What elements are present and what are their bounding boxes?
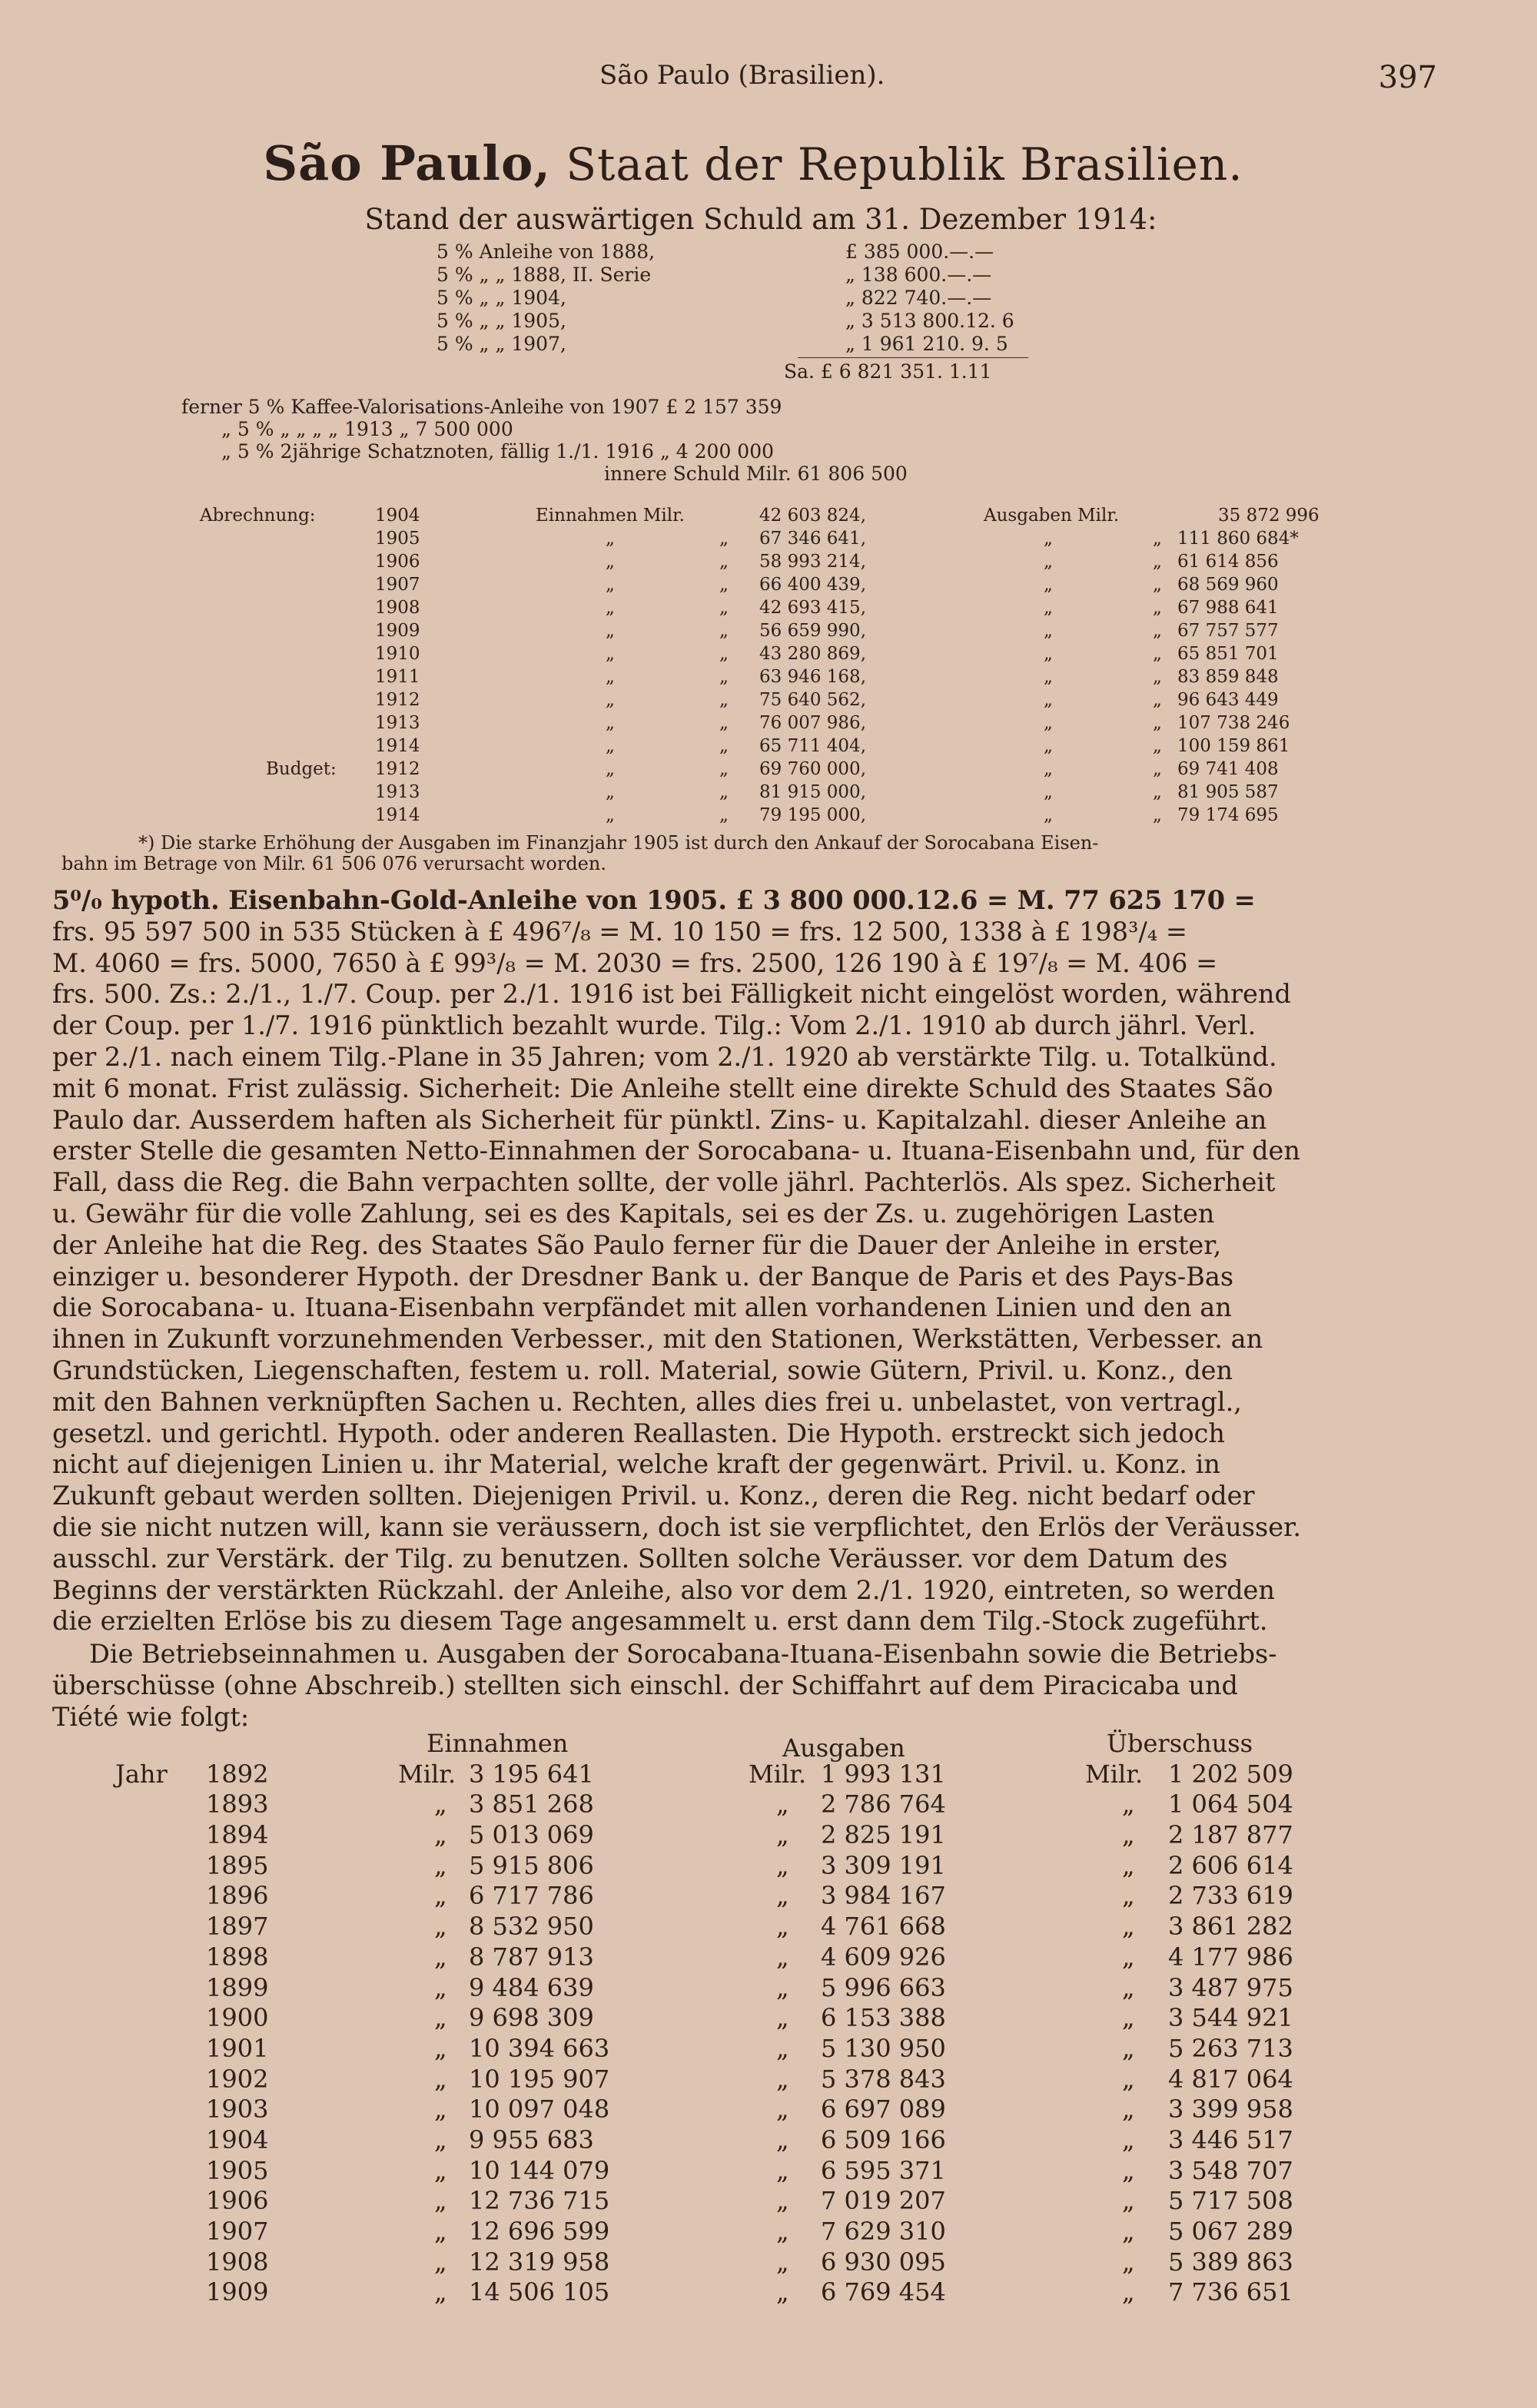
text-line: 5⁰/₀ hypoth. Eisenbahn-Gold-Anleihe von 1905. £ 3 800 000.12.6 = M. 77 625 170 = <box>52 885 1256 915</box>
ditto-mark: „ <box>1122 2186 1135 2216</box>
ditto-mark: „ <box>1122 2095 1135 2124</box>
einnahmen-cell: 10 394 663 <box>469 2033 610 2063</box>
ausgaben-cell: 6 509 166 <box>821 2124 946 2154</box>
einnahmen-cell: 43 280 869, <box>759 644 866 664</box>
ditto-mark: „ <box>719 805 729 825</box>
einnahmen-cell: 8 787 913 <box>469 1942 594 1972</box>
ausgaben-cell: 61 614 856 <box>1177 552 1279 572</box>
ditto-mark: „ <box>1044 598 1053 618</box>
ditto-mark: „ <box>606 552 615 572</box>
ditto-mark: „ <box>434 2217 447 2246</box>
ditto-mark: „ <box>719 552 729 572</box>
text-line: Zukunft gebaut werden sollten. Diejenigen Privil. u. Konz., deren die Reg. nicht bedarf oder <box>52 1481 1255 1511</box>
ditto-mark: „ <box>776 2064 789 2094</box>
einnahmen-cell: 56 659 990, <box>759 621 866 641</box>
ausgaben-cell: 6 769 454 <box>821 2277 946 2307</box>
text-line: der Anleihe hat die Reg. des Staates São Paulo ferner für die Dauer der Anleihe in erster, <box>52 1229 1222 1260</box>
ausgaben-cell: 96 643 449 <box>1177 690 1279 710</box>
ditto-mark: „ <box>1044 552 1053 572</box>
ditto-mark: „ <box>434 1942 447 1972</box>
ditto-mark: „ <box>1122 2124 1135 2154</box>
ditto-mark: „ <box>1153 759 1162 779</box>
ditto-mark: „ <box>719 575 729 595</box>
footnote <box>61 833 1445 874</box>
text-line: die Sorocabana- u. Ituana-Eisenbahn verpfändet mit allen vorhandenen Linien und den an <box>52 1292 1232 1323</box>
ditto-mark: „ <box>434 1850 447 1880</box>
ditto-mark: „ <box>606 736 615 756</box>
ditto-mark: „ <box>1153 805 1162 825</box>
ditto-mark: „ <box>434 1881 447 1911</box>
ditto-mark: „ <box>1153 690 1162 710</box>
ausgaben-cell: 69 741 408 <box>1177 759 1279 779</box>
year-cell: 1910 <box>375 644 420 664</box>
ueberschuss-cell: 3 548 707 <box>1168 2155 1293 2185</box>
einnahmen-cell: 65 711 404, <box>759 736 866 756</box>
ditto-mark: „ <box>606 644 615 664</box>
ueberschuss-cell: 7 736 651 <box>1168 2277 1293 2307</box>
jahr-label: Jahr <box>115 1759 168 1789</box>
ueberschuss-cell: 1 202 509 <box>1168 1759 1293 1789</box>
text-line: ausschl. zur Verstärk. der Tilg. zu benutzen. Sollten solche Veräusser. vor dem Datum des <box>52 1543 1228 1574</box>
ditto-mark: „ <box>776 1881 789 1911</box>
ditto-mark: „ <box>1044 690 1053 710</box>
ditto-mark: „ <box>1153 713 1162 733</box>
einnahmen-cell: 12 696 599 <box>469 2217 610 2246</box>
ditto-mark: „ <box>719 736 729 756</box>
ditto-mark: „ <box>719 529 729 549</box>
header-einnahmen: Einnahmen <box>427 1729 569 1758</box>
einnahmen-cell: 5 013 069 <box>469 1820 594 1850</box>
subtitle: Stand der auswärtigen Schuld am 31. Dezember 1914: <box>364 203 1157 236</box>
year-cell: 1903 <box>206 2095 269 2124</box>
year-cell: 1913 <box>375 782 420 802</box>
year-cell: 1912 <box>375 759 420 779</box>
einnahmen-cell: 3 195 641 <box>469 1759 594 1789</box>
ueberschuss-cell: 3 446 517 <box>1168 2124 1293 2154</box>
ditto-mark: „ <box>1153 644 1162 664</box>
year-cell: 1892 <box>206 1759 269 1789</box>
ditto-mark: „ <box>776 2095 789 2124</box>
ditto-mark: „ <box>1153 529 1162 549</box>
text-line: Tiété wie folgt: <box>52 1701 250 1732</box>
budget-label: Budget: <box>266 759 337 779</box>
ditto-mark: „ <box>434 1789 447 1819</box>
milr-label: Milr. <box>398 1759 456 1789</box>
ditto-mark: „ <box>776 2217 789 2246</box>
loan-description <box>52 885 1436 1637</box>
ditto-mark: „ <box>1122 1972 1135 2002</box>
ditto-mark: „ <box>1122 2003 1135 2033</box>
ditto-mark: „ <box>776 1912 789 1942</box>
running-title: São Paulo (Brasilien). <box>599 60 885 91</box>
text-line: überschüsse (ohne Abschreib.) stellten sich einschl. der Schiffahrt auf dem Piracicaba und <box>52 1670 1238 1700</box>
ditto-mark: „ <box>434 2186 447 2216</box>
ditto-mark: „ <box>1122 1912 1135 1942</box>
text-line: gesetzl. und gerichtl. Hypoth. oder anderen Reallasten. Die Hypoth. erstreckt sich jedoch <box>52 1418 1226 1448</box>
einnahmen-cell: 63 946 168, <box>759 667 866 687</box>
ditto-mark: „ <box>1044 667 1053 687</box>
ausgaben-cell: 67 988 641 <box>1177 598 1279 618</box>
title-main: São Paulo, <box>263 135 551 191</box>
year-cell: 1896 <box>206 1881 269 1911</box>
ditto-mark: „ <box>606 667 615 687</box>
ditto-mark: „ <box>776 2033 789 2063</box>
ditto-mark: „ <box>1122 1820 1135 1850</box>
text-line: u. Gewähr für die volle Zahlung, sei es des Kapitals, sei es der Zs. u. zugehörigen Lasten <box>52 1198 1215 1229</box>
einnahmen-cell: 14 506 105 <box>469 2277 610 2307</box>
ditto-mark: „ <box>776 1850 789 1880</box>
running-header <box>0 60 1537 98</box>
ueberschuss-cell: 2 733 619 <box>1168 1881 1293 1911</box>
ditto-mark: „ <box>776 1942 789 1972</box>
table-intro <box>52 1639 1436 1733</box>
ausgaben-cell: 5 378 843 <box>821 2064 946 2094</box>
further-row: „ 5 % 2jährige Schatznoten, fällig 1./1. 1916 „ 4 200 000 <box>221 440 775 463</box>
text-line: frs. 95 597 500 in 535 Stücken à £ 496⁷/₈ = M. 10 150 = frs. 12 500, 1338 à £ 198³/₄ = <box>52 916 1187 947</box>
text-line: nicht auf diejenigen Linien u. ihr Material, welche kraft der gegenwärt. Privil. u. Konz. in <box>52 1449 1220 1480</box>
ausgaben-cell: 4 761 668 <box>821 1912 946 1942</box>
ditto-mark: „ <box>1153 575 1162 595</box>
ditto-mark: „ <box>719 598 729 618</box>
year-cell: 1906 <box>206 2186 269 2216</box>
title-rest: Staat der Republik Brasilien. <box>566 138 1243 191</box>
year-cell: 1901 <box>206 2033 269 2063</box>
ditto-mark: „ <box>606 621 615 641</box>
page: São Paulo (Brasilien). 397 São Paulo, Staat der Republik Brasilien. Stand der auswärtigen Schuld am 31. Dezember 1914: 5 % Anleihe von 1888, £ 385 000.—.— 5 % „ „ 1888, II. Serie „ 138 600.—.— 5 % „ „ 1904, „ 822 740.—.— 5 % „ „ 1905, „ 3 513 800.12. 6 5 % „ „ 1907, „ 1 961 210. 9. 5 Sa. £ 6 821 351. 1.11 ferner 5 % Kaffee-Valorisations-Anleihe von 1907 £ 2 157 359 „ 5 % „ „ „ „ 1913 „ 7 500 000 „ 5 % 2jährige Schatznoten, fällig 1./1. 1916 „ 4 200 000 innere Schuld Milr. 61 806 500 Abrechnung: 1904 Einnahmen Milr. 42 603 824, Ausgaben Milr. 35 872 996 1905 „ „ 67 346 641, „ „ 111 860 684* 1906 „ „ 58 993 214, „ „ 61 614 856 1907 „ „ 66 400 439, „ „ 68 569 960 1908 „ „ 42 693 415, „ „ 67 988 641 1909 „ „ 56 659 990, „ „ 67 757 577 1910 „ „ 43 280 869, „ „ 65 851 701 1911 „ „ 63 946 168, „ „ 83 859 848 1912 „ „ 75 640 562, „ „ 96 643 449 1913 „ „ 76 007 986, „ „ 107 738 246 1914 „ „ 65 711 404, „ „ 100 159 861 Budget: 1912 „ „ 69 760 000, „ „ 69 741 408 1913 „ „ 81 915 000, „ „ 81 905 587 1914 „ „ 79 195 000, „ „ 79 174 695 *) Die starke Erhöhung der Ausgaben im Finanzjahr 1905 ist durch den Ankauf der Sorocabana Eisen- bahn im Betrage von Milr. 61 506 076 verursacht worden. 5⁰/₀ hypoth. Eisenbahn-Gold-Anleihe von 1905. £ 3 800 000.12.6 = M. 77 625 170 = frs. 95 597 500 in 535 Stücken à £ 496⁷/₈ = M. 10 150 = frs. 12 500, 1338 à £ 198³/₄ = M. 4060 = frs. 5000, 7650 à £ 99³/₈ = M. 2030 = frs. 2500, 126 190 à £ 19⁷/₈ = M. 406 = frs. 500. Zs.: 2./1., 1./7. Coup. per 2./1. 1916 ist bei Fälligkeit nicht eingelöst worden, während der Coup. per 1./7. 1916 pünktlich bezahlt wurde. Tilg.: Vom 2./1. 1910 ab durch jährl. Verl. per 2./1. nach einem Tilg.-Plane in 35 Jahren; vom 2./1. 1920 ab verstärkte Tilg. u. Totalkünd. mit 6 monat. Frist zulässig. Sicherheit: Die Anleihe stellt eine direkte Schuld des Staates São Paulo dar. Ausserdem haften als Sicherheit für pünktl. Zins- u. Kapitalzahl. dieser Anleihe an erster Stelle die gesamten Netto-Einnahmen der Sorocabana- u. Ituana-Eisenbahn und, für den Fall, dass die Reg. die Bahn verpachten sollte, der volle jährl. Pachterlös. Als spez. Sicherheit u. Gewähr für die volle Zahlung, sei es des Kapitals, sei es der Zs. u. zugehörigen Lasten der Anleihe hat die Reg. des Staates São Paulo ferner für die Dauer der Anleihe in erster, einziger u. besonderer Hypoth. der Dresdner Bank u. der Banque de Paris et des Pays-Bas die Sorocabana- u. Ituana-Eisenbahn verpfändet mit allen vorhandenen Linien und den an ihnen in Zukunft vorzunehmenden Verbesser., mit den Stationen, Werkstätten, Verbesser. an Grundstücken, Liegenschaften, festem u. roll. Material, sowie Gütern, Privil. u. Konz., den mit den Bahnen verknüpften Sachen u. Rechten, alles dies frei u. unbelastet, von vertragl., gesetzl. und gerichtl. Hypoth. oder anderen Reallasten. Die Hypoth. erstreckt sich jedoch nicht auf diejenigen Linien u. ihr Material, welche kraft der gegenwärt. Privil. u. Konz. in Zukunft gebaut werden sollten. Diejenigen Privil. u. Konz., deren die Reg. nicht bedarf oder die sie nicht nutzen will, kann sie veräussern, doch ist sie verpflichtet, den Erlös der Veräusser. ausschl. zur Verstärk. der Tilg. zu benutzen. Sollten solche Veräusser. vor dem Datum des Beginns der verstärkten Rückzahl. der Anleihe, also vor dem 2./1. 1920, eintreten, so werden die erzielten Erlöse bis zu diesem Tage angesammelt u. erst dann dem Tilg.-Stock zugeführt. Die Betriebseinnahmen u. Ausgaben der Sorocabana-Ituana-Eisenbahn sowie die Betriebs- überschüsse (ohne Abschreib.) stellten sich einschl. der Schiffahrt auf dem Piracicaba und Tiété wie folgt: Einnahmen Ausgaben Überschuss Jahr Milr. Milr. Milr. 1892 3 195 641 1 993 131 1 202 509 „ „ „ 1893 3 851 268 2 786 764 1 064 504 „ „ „ 1894 5 013 069 2 825 191 2 187 877 „ „ „ 1895 5 915 806 3 309 191 2 606 614 „ „ „ 1896 6 717 786 3 984 167 2 733 619 „ „ „ 1897 8 532 950 4 761 668 3 861 282 „ „ „ 1898 8 787 913 4 609 926 4 177 986 „ „ „ 1899 9 484 639 5 996 663 3 487 975 „ „ „ 1900 9 698 309 6 153 388 3 544 921 „ „ „ 1901 10 394 663 5 130 950 5 263 713 „ „ „ 1902 10 195 907 5 378 843 4 817 064 „ „ „ 1903 10 097 048 6 697 089 3 399 958 „ „ „ 1904 9 955 683 6 509 166 3 446 517 „ „ „ 1905 10 144 079 6 595 371 3 548 707 „ „ „ 1906 12 736 715 7 019 207 5 717 508 „ „ „ 1907 12 696 599 7 629 310 5 067 289 „ „ „ 1908 12 319 958 6 930 095 5 389 863 „ „ „ 1909 14 506 105 6 769 454 7 736 651 <box>0 0 1537 2408</box>
text-line: die erzielten Erlöse bis zu diesem Tage angesammelt u. erst dann dem Tilg.-Stock zugeführt. <box>52 1606 1268 1637</box>
ditto-mark: „ <box>1122 2155 1135 2185</box>
ditto-mark: „ <box>776 2186 789 2216</box>
year-cell: 1905 <box>206 2155 269 2185</box>
further-row: innere Schuld Milr. 61 806 500 <box>604 463 908 485</box>
further-debts <box>181 396 908 485</box>
ditto-mark: „ <box>719 621 729 641</box>
ueberschuss-cell: 5 717 508 <box>1168 2186 1293 2216</box>
ditto-mark: „ <box>434 2124 447 2154</box>
ditto-mark: „ <box>719 690 729 710</box>
ueberschuss-cell: 5 263 713 <box>1168 2033 1293 2063</box>
ueberschuss-cell: 2 606 614 <box>1168 1850 1293 1880</box>
text-line: einziger u. besonderer Hypoth. der Dresdner Bank u. der Banque de Paris et des Pays-Bas <box>52 1261 1234 1292</box>
einnahmen-cell: 12 736 715 <box>469 2186 610 2216</box>
text-line: frs. 500. Zs.: 2./1., 1./7. Coup. per 2./1. 1916 ist bei Fälligkeit nicht eingelöst worden, während <box>52 979 1291 1010</box>
ueberschuss-cell: 1 064 504 <box>1168 1789 1293 1819</box>
text-line: Fall, dass die Reg. die Bahn verpachten sollte, der volle jährl. Pachterlös. Als spez. Sicherheit <box>52 1167 1276 1198</box>
einnahmen-cell: 12 319 958 <box>469 2247 610 2277</box>
ditto-mark: „ <box>719 644 729 664</box>
ausgaben-cell: 100 159 861 <box>1177 736 1290 756</box>
ausgaben-cell: 6 697 089 <box>821 2095 946 2124</box>
ditto-mark: „ <box>1122 2247 1135 2277</box>
ditto-mark: „ <box>434 2155 447 2185</box>
footnote-line: *) Die starke Erhöhung der Ausgaben im Finanzjahr 1905 ist durch den Ankauf der Sorocabana Eisen- <box>138 832 1099 854</box>
text-line: per 2./1. nach einem Tilg.-Plane in 35 Jahren; vom 2./1. 1920 ab verstärkte Tilg. u. Totalkünd. <box>52 1041 1277 1072</box>
einnahmen-cell: 69 760 000, <box>759 759 866 779</box>
text-line: die sie nicht nutzen will, kann sie veräussern, doch ist sie verpflichtet, den Erlös der Veräusser. <box>52 1511 1301 1542</box>
year-cell: 1898 <box>206 1942 269 1972</box>
sum-rule <box>798 357 1028 358</box>
further-row: „ 5 % „ „ „ „ 1913 „ 7 500 000 <box>221 418 513 440</box>
einnahmen-cell: 9 484 639 <box>469 1972 594 2002</box>
year-cell: 1912 <box>375 690 420 710</box>
einnahmen-cell: 9 698 309 <box>469 2003 594 2033</box>
ditto-mark: „ <box>1122 1789 1135 1819</box>
ausgaben-cell: 6 930 095 <box>821 2247 946 2277</box>
ausgaben-cell: 79 174 695 <box>1177 805 1279 825</box>
ausgaben-cell: 6 595 371 <box>821 2155 946 2185</box>
ditto-mark: „ <box>1122 2217 1135 2246</box>
ditto-mark: „ <box>606 690 615 710</box>
ditto-mark: „ <box>606 598 615 618</box>
ditto-mark: „ <box>719 782 729 802</box>
ditto-mark: „ <box>434 1912 447 1942</box>
ditto-mark: „ <box>1044 782 1053 802</box>
ditto-mark: „ <box>434 1972 447 2002</box>
ditto-mark: „ <box>606 529 615 549</box>
ditto-mark: „ <box>1044 759 1053 779</box>
ditto-mark: „ <box>434 1820 447 1850</box>
year-cell: 1902 <box>206 2064 269 2094</box>
header-ausgaben: Ausgaben <box>782 1733 905 1763</box>
ditto-mark: „ <box>434 2033 447 2063</box>
ausgaben-cell: 3 984 167 <box>821 1881 946 1911</box>
ausgaben-cell: 7 019 207 <box>821 2186 946 2216</box>
milr-label: Milr. <box>1085 1759 1144 1789</box>
ausgaben-cell: 2 786 764 <box>821 1789 946 1819</box>
ausgaben-cell: 68 569 960 <box>1177 575 1279 595</box>
year-cell: 1914 <box>375 805 420 825</box>
page-number: 397 <box>1378 60 1437 95</box>
ditto-mark: „ <box>1153 782 1162 802</box>
year-cell: 1907 <box>375 575 420 595</box>
year-cell: 1897 <box>206 1912 269 1942</box>
year-cell: 1908 <box>206 2247 269 2277</box>
ditto-mark: „ <box>434 2064 447 2094</box>
text-line: ihnen in Zukunft vorzunehmenden Verbesser., mit den Stationen, Werkstätten, Verbesser. an <box>52 1324 1263 1355</box>
einnahmen-cell: 58 993 214, <box>759 552 866 572</box>
ausgaben-cell: 3 309 191 <box>821 1850 946 1880</box>
year-cell: 1909 <box>206 2277 269 2307</box>
einnahmen-cell: 75 640 562, <box>759 690 866 710</box>
text-line: mit 6 monat. Frist zulässig. Sicherheit: Die Anleihe stellt eine direkte Schuld des Staates São <box>52 1073 1273 1103</box>
ditto-mark: „ <box>776 2277 789 2307</box>
year-cell: 1899 <box>206 1972 269 2002</box>
footnote-line: bahn im Betrage von Milr. 61 506 076 verursacht worden. <box>61 853 606 874</box>
year-cell: 1906 <box>375 552 420 572</box>
einnahmen-cell: 42 693 415, <box>759 598 866 618</box>
ditto-mark: „ <box>606 805 615 825</box>
einnahmen-cell: 81 915 000, <box>759 782 866 802</box>
year-cell: 1908 <box>375 598 420 618</box>
ditto-mark: „ <box>434 2095 447 2124</box>
einnahmen-cell: 3 851 268 <box>469 1789 594 1819</box>
header-ueberschuss: Überschuss <box>1107 1729 1253 1758</box>
ditto-mark: „ <box>1044 713 1053 733</box>
text-line: Die Betriebseinnahmen u. Ausgaben der Sorocabana-Ituana-Eisenbahn sowie die Betriebs- <box>89 1639 1277 1669</box>
ausgaben-cell: 4 609 926 <box>821 1942 946 1972</box>
text-line: erster Stelle die gesamten Netto-Einnahmen der Sorocabana- u. Ituana-Eisenbahn und, für den <box>52 1136 1300 1166</box>
ausgaben-cell: 1 993 131 <box>821 1759 946 1789</box>
ditto-mark: „ <box>1122 1881 1135 1911</box>
einnahmen-cell: 67 346 641, <box>759 529 866 549</box>
ditto-mark: „ <box>1122 1850 1135 1880</box>
ueberschuss-cell: 5 389 863 <box>1168 2247 1293 2277</box>
ditto-mark: „ <box>434 2247 447 2277</box>
ditto-mark: „ <box>1153 552 1162 572</box>
ueberschuss-cell: 3 544 921 <box>1168 2003 1293 2033</box>
ditto-mark: „ <box>1044 529 1053 549</box>
ueberschuss-cell: 5 067 289 <box>1168 2217 1293 2246</box>
ueberschuss-cell: 3 399 958 <box>1168 2095 1293 2124</box>
ditto-mark: „ <box>1122 2033 1135 2063</box>
ditto-mark: „ <box>1153 621 1162 641</box>
ditto-mark: „ <box>1044 644 1053 664</box>
page-title <box>0 135 1506 191</box>
ditto-mark: „ <box>776 2124 789 2154</box>
ausgaben-cell: 2 825 191 <box>821 1820 946 1850</box>
ditto-mark: „ <box>719 713 729 733</box>
ueberschuss-cell: 2 187 877 <box>1168 1820 1293 1850</box>
ausgaben-cell: 111 860 684* <box>1177 529 1299 549</box>
text-line: M. 4060 = frs. 5000, 7650 à £ 99³/₈ = M. 2030 = frs. 2500, 126 190 à £ 19⁷/₈ = M. 406 = <box>52 947 1218 978</box>
text-line: Paulo dar. Ausserdem haften als Sicherheit für pünktl. Zins- u. Kapitalzahl. dieser Anleihe an <box>52 1104 1267 1135</box>
einnahmen-cell: 9 955 683 <box>469 2124 594 2154</box>
ausgaben-cell: 107 738 246 <box>1177 713 1290 733</box>
einnahmen-cell: 8 532 950 <box>469 1912 594 1942</box>
year-cell: 1904 <box>206 2124 269 2154</box>
ditto-mark: „ <box>1122 2277 1135 2307</box>
ditto-mark: „ <box>776 1789 789 1819</box>
ausgaben-cell: 5 996 663 <box>821 1972 946 2002</box>
ueberschuss-cell: 3 487 975 <box>1168 1972 1293 2002</box>
ditto-mark: „ <box>1044 805 1053 825</box>
ausgaben-cell: 7 629 310 <box>821 2217 946 2246</box>
einnahmen-cell: 5 915 806 <box>469 1850 594 1880</box>
ditto-mark: „ <box>1122 1942 1135 1972</box>
einnahmen-cell: 10 097 048 <box>469 2095 610 2124</box>
year-cell: 1913 <box>375 713 420 733</box>
ausgaben-cell: 5 130 950 <box>821 2033 946 2063</box>
ditto-mark: „ <box>606 575 615 595</box>
ditto-mark: „ <box>606 713 615 733</box>
text-line: mit den Bahnen verknüpften Sachen u. Rechten, alles dies frei u. unbelastet, von vertragl., <box>52 1386 1242 1417</box>
year-cell: 1911 <box>375 667 420 687</box>
ditto-mark: „ <box>776 1820 789 1850</box>
ausgaben-cell: 65 851 701 <box>1177 644 1279 664</box>
ditto-mark: „ <box>1153 736 1162 756</box>
ditto-mark: „ <box>776 2247 789 2277</box>
text-line: der Coup. per 1./7. 1916 pünktlich bezahlt wurde. Tilg.: Vom 2./1. 1910 ab durch jährl. Verl. <box>52 1010 1256 1041</box>
ditto-mark: „ <box>1153 667 1162 687</box>
ueberschuss-cell: 4 177 986 <box>1168 1942 1293 1972</box>
ditto-mark: „ <box>434 2277 447 2307</box>
year-cell: 1905 <box>375 529 420 549</box>
ditto-mark: „ <box>1153 598 1162 618</box>
text-line: Beginns der verstärkten Rückzahl. der Anleihe, also vor dem 2./1. 1920, eintreten, so werden <box>52 1574 1275 1605</box>
ditto-mark: „ <box>719 667 729 687</box>
year-cell: 1907 <box>206 2217 269 2246</box>
ditto-mark: „ <box>776 2003 789 2033</box>
einnahmen-cell: 10 144 079 <box>469 2155 610 2185</box>
ditto-mark: „ <box>719 759 729 779</box>
einnahmen-cell: 66 400 439, <box>759 575 866 595</box>
einnahmen-cell: 79 195 000, <box>759 805 866 825</box>
ditto-mark: „ <box>1044 736 1053 756</box>
milr-label: Milr. <box>749 1759 807 1789</box>
ausgaben-cell: 81 905 587 <box>1177 782 1279 802</box>
einnahmen-cell: 76 007 986, <box>759 713 866 733</box>
ditto-mark: „ <box>776 1972 789 2002</box>
year-cell: 1914 <box>375 736 420 756</box>
year-cell: 1893 <box>206 1789 269 1819</box>
ausgaben-cell: 83 859 848 <box>1177 667 1279 687</box>
ueberschuss-cell: 4 817 064 <box>1168 2064 1293 2094</box>
further-row: ferner 5 % Kaffee-Valorisations-Anleihe von 1907 £ 2 157 359 <box>181 396 782 418</box>
ditto-mark: „ <box>1044 575 1053 595</box>
ditto-mark: „ <box>434 2003 447 2033</box>
year-cell: 1894 <box>206 1820 269 1850</box>
einnahmen-cell: 10 195 907 <box>469 2064 610 2094</box>
ditto-mark: „ <box>606 782 615 802</box>
ditto-mark: „ <box>776 2155 789 2185</box>
ditto-mark: „ <box>1122 2064 1135 2094</box>
ausgaben-cell: 6 153 388 <box>821 2003 946 2033</box>
year-cell: 1900 <box>206 2003 269 2033</box>
year-cell: 1909 <box>375 621 420 641</box>
ueberschuss-cell: 3 861 282 <box>1168 1912 1293 1942</box>
year-cell: 1895 <box>206 1850 269 1880</box>
ditto-mark: „ <box>606 759 615 779</box>
ausgaben-cell: 67 757 577 <box>1177 621 1279 641</box>
text-line: Grundstücken, Liegenschaften, festem u. roll. Material, sowie Gütern, Privil. u. Konz., den <box>52 1355 1233 1385</box>
ditto-mark: „ <box>1044 621 1053 641</box>
einnahmen-cell: 6 717 786 <box>469 1881 594 1911</box>
